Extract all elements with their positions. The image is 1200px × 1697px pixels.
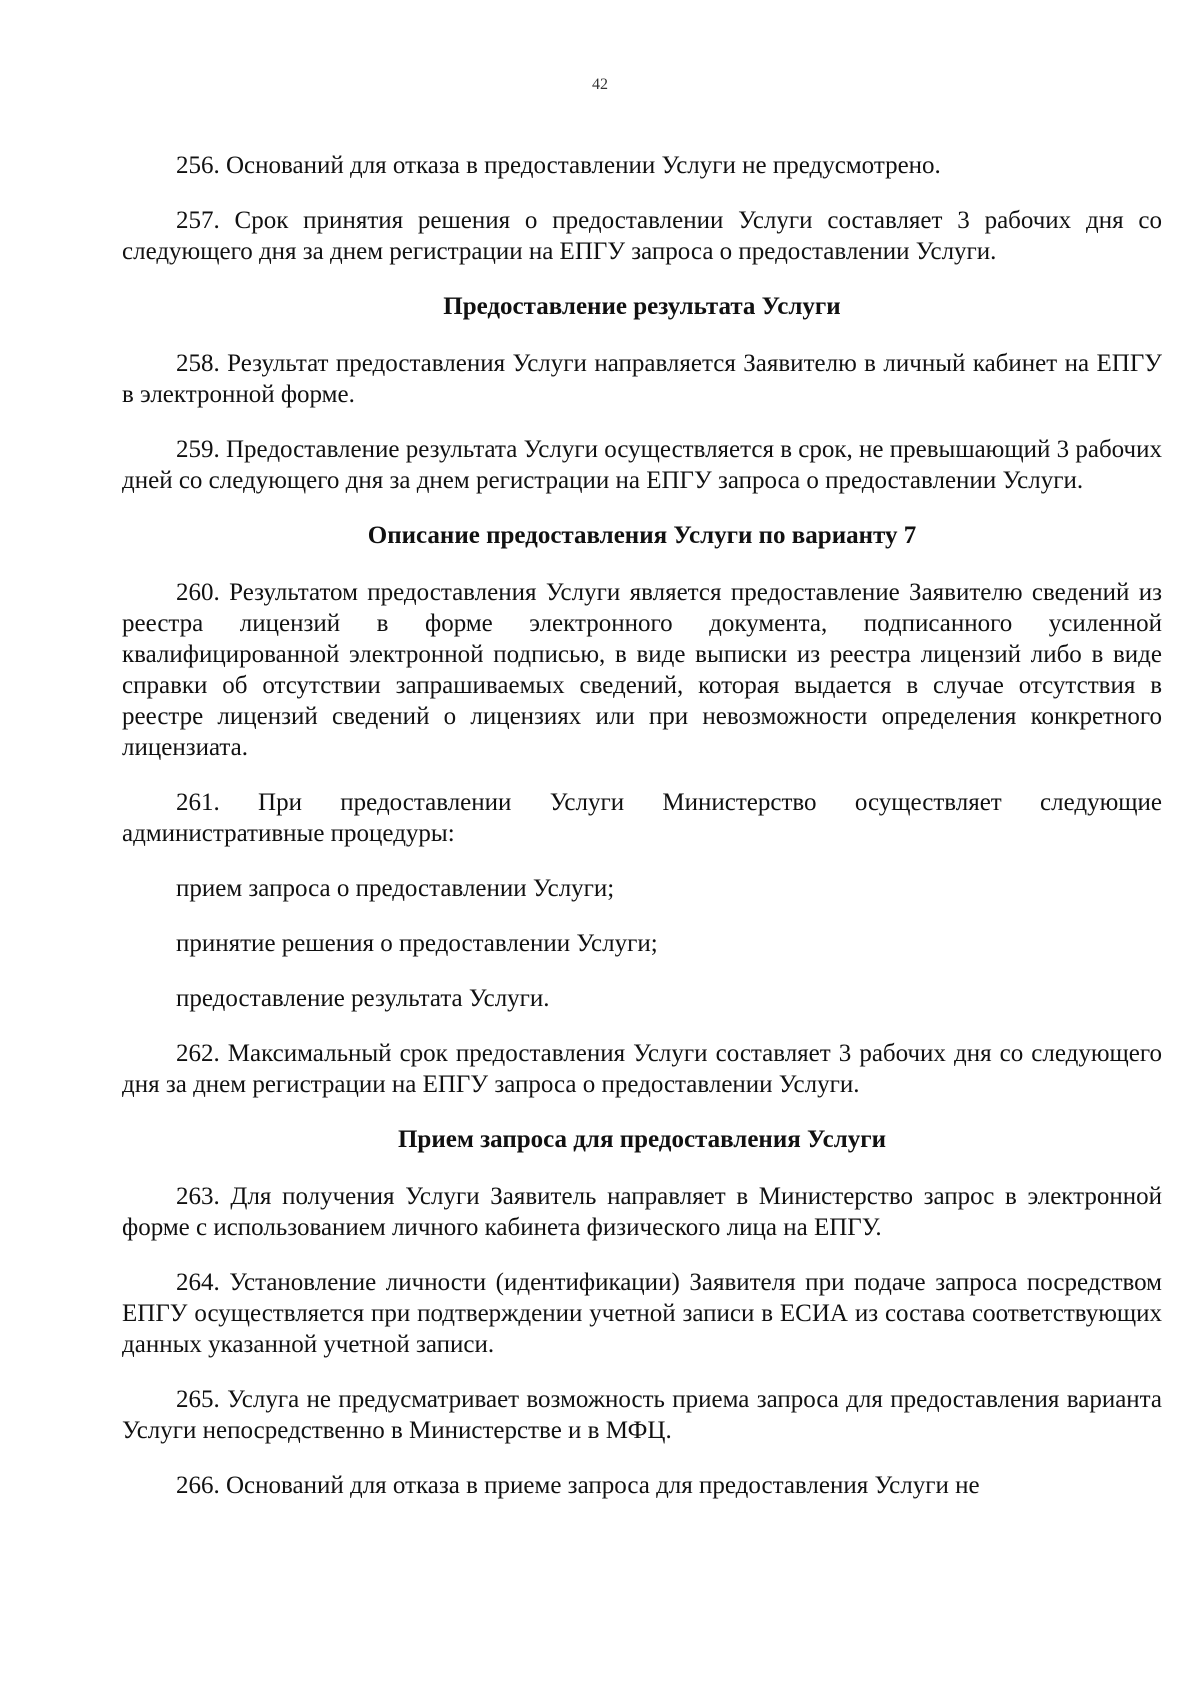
section-heading-result: Предоставление результата Услуги xyxy=(443,293,841,320)
paragraph-261: 261. При предоставлении Услуги Министерство осуществляет следующие административные процедуры: xyxy=(122,789,1162,847)
paragraph-259: 259. Предоставление результата Услуги осуществляется в срок, не превышающий 3 рабочих дней со следующего дня за днем регистрации на ЕПГУ запроса о предоставлении Услуги. xyxy=(122,436,1162,494)
page-number: 42 xyxy=(592,76,608,93)
procedure-item-1: прием запроса о предоставлении Услуги; xyxy=(176,875,615,902)
section-heading-request: Прием запроса для предоставления Услуги xyxy=(397,1126,887,1153)
paragraph-263: 263. Для получения Услуги Заявитель направляет в Министерство запрос в электронной форме с использованием личного кабинета физического лица на ЕПГУ. xyxy=(122,1183,1162,1241)
paragraph-257: 257. Срок принятия решения о предоставлении Услуги составляет 3 рабочих дня со следующего дня за днем регистрации на ЕПГУ запроса о предоставлении Услуги. xyxy=(122,207,1162,265)
paragraph-258: 258. Результат предоставления Услуги направляется Заявителю в личный кабинет на ЕПГУ в электронной форме. xyxy=(122,350,1162,408)
paragraph-262: 262. Максимальный срок предоставления Услуги составляет 3 рабочих дня со следующего дня за днем регистрации на ЕПГУ запроса о предоставлении Услуги. xyxy=(122,1040,1162,1098)
document-body xyxy=(122,150,1162,1501)
procedure-item-2: принятие решения о предоставлении Услуги; xyxy=(176,930,658,957)
paragraph-256: 256. Оснований для отказа в предоставлении Услуги не предусмотрено. xyxy=(176,152,941,179)
paragraph-266: 266. Оснований для отказа в приеме запроса для предоставления Услуги не xyxy=(176,1472,980,1499)
paragraph-265: 265. Услуга не предусматривает возможность приема запроса для предоставления варианта Услуги непосредственно в Министерстве и в МФЦ. xyxy=(122,1386,1162,1444)
section-heading-variant-7: Описание предоставления Услуги по варианту 7 xyxy=(367,522,917,549)
paragraph-264: 264. Установление личности (идентификации) Заявителя при подаче запроса посредством ЕПГУ осуществляется при подтверждении учетной записи в ЕСИА из состава соответствующих данных указанной учетной записи. xyxy=(122,1269,1162,1358)
procedure-item-3: предоставление результата Услуги. xyxy=(176,985,550,1012)
paragraph-260: 260. Результатом предоставления Услуги является предоставление Заявителю сведений из реестра лицензий в форме электронного документа, подписанного усиленной квалифицированной электронной подписью, в виде выписки из реестра лицензий либо в виде справки об отсутствии запрашиваемых сведений, которая выдается в случае отсутствия в реестре лицензий сведений о лицензиях или при невозможности определения конкретного лицензиата. xyxy=(122,579,1162,761)
